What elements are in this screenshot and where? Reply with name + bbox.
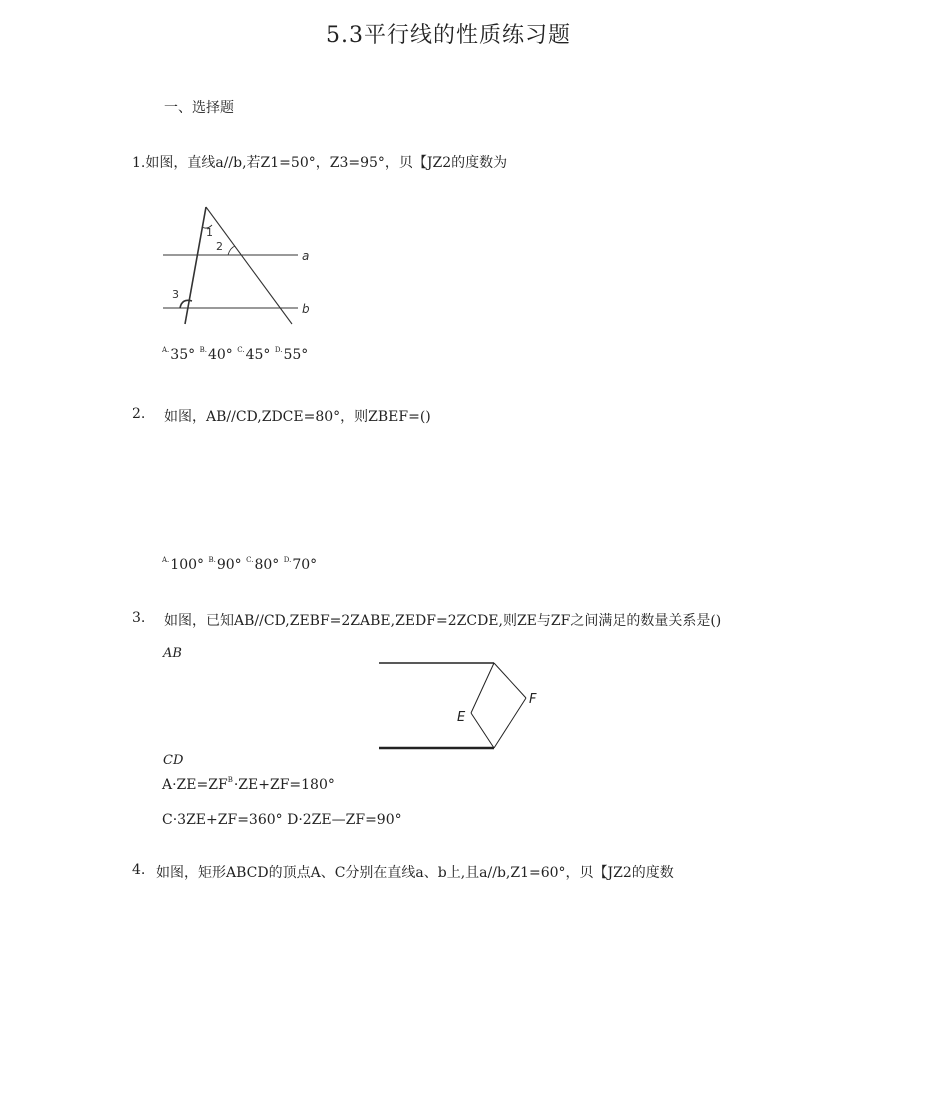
figure-1-line-b-label: b: [302, 302, 310, 316]
option-b[interactable]: ·ZE+ZF=180°: [233, 777, 335, 793]
option-a[interactable]: [162, 347, 195, 363]
question-4-number: 4.: [132, 862, 146, 878]
figure-3-label-e: E: [457, 710, 466, 725]
option-d-letter: D.: [274, 346, 283, 354]
option-d-value: 55°: [283, 347, 309, 363]
figure-3-label-f: F: [529, 692, 537, 707]
question-2-number: 2.: [132, 406, 146, 422]
option-c-letter: C.: [237, 346, 245, 354]
option-a[interactable]: [162, 557, 204, 573]
option-d-letter: D.: [283, 556, 292, 564]
option-d[interactable]: [284, 557, 317, 573]
option-b[interactable]: [200, 347, 233, 363]
question-3-label-cd: CD: [163, 753, 184, 768]
question-4-text: 如图，矩形ABCD的顶点A、C分别在直线a、b上,且a//b,Z1=60°，贝【JZ2的度数: [156, 865, 674, 881]
question-2-options: [162, 557, 317, 573]
option-b-letter: B.: [208, 556, 216, 564]
question-3-options-ab: [162, 777, 335, 793]
option-a-letter: A.: [162, 346, 170, 354]
question-1-text: 1.如图，直线a//b,若Z1=50°，Z3=95°，贝【JZ2的度数为: [132, 155, 508, 171]
question-2-text: 如图，AB//CD,ZDCE=80°，则ZBEF=(): [164, 409, 431, 425]
question-1-figure: [160, 204, 320, 329]
option-d[interactable]: D·2ZE—ZF=90°: [287, 812, 402, 828]
option-c[interactable]: [237, 347, 270, 363]
option-c[interactable]: C·3ZE+ZF=360°: [162, 812, 283, 828]
question-1-options: [162, 347, 308, 363]
option-a-value: 35°: [170, 347, 196, 363]
option-c-value: 45°: [245, 347, 271, 363]
option-b-value: 90°: [216, 557, 242, 573]
option-b[interactable]: [208, 557, 241, 573]
section-heading: 一、选择题: [164, 100, 234, 116]
option-b-letter: B: [227, 776, 233, 784]
option-a-letter: A.: [162, 556, 170, 564]
question-3-figure: [376, 657, 556, 755]
option-c-value: 80°: [254, 557, 280, 573]
figure-1-label-1: 1: [206, 226, 213, 239]
question-3-label-ab: AB: [163, 646, 182, 661]
question-3-text: 如图，已知AB//CD,ZEBF=2ZABE,ZEDF=2ZCDE,则ZE与ZF之间满足的数量关系是(): [164, 613, 722, 629]
option-b-letter: B.: [199, 346, 207, 354]
option-d-value: 70°: [292, 557, 318, 573]
option-a-value: 100°: [170, 557, 205, 573]
question-3-number: 3.: [132, 610, 146, 626]
figure-1-label-2: 2: [216, 240, 223, 253]
option-c[interactable]: [246, 557, 279, 573]
option-c-letter: C.: [246, 556, 254, 564]
page-title: 5.3平行线的性质练习题: [326, 23, 571, 48]
option-b-value: 40°: [207, 347, 233, 363]
option-d[interactable]: [275, 347, 308, 363]
option-a[interactable]: A·ZE=ZF: [162, 777, 228, 793]
figure-1-line-a-label: a: [302, 249, 310, 263]
question-3-options-cd: [162, 812, 402, 828]
figure-1-label-3: 3: [172, 288, 179, 301]
